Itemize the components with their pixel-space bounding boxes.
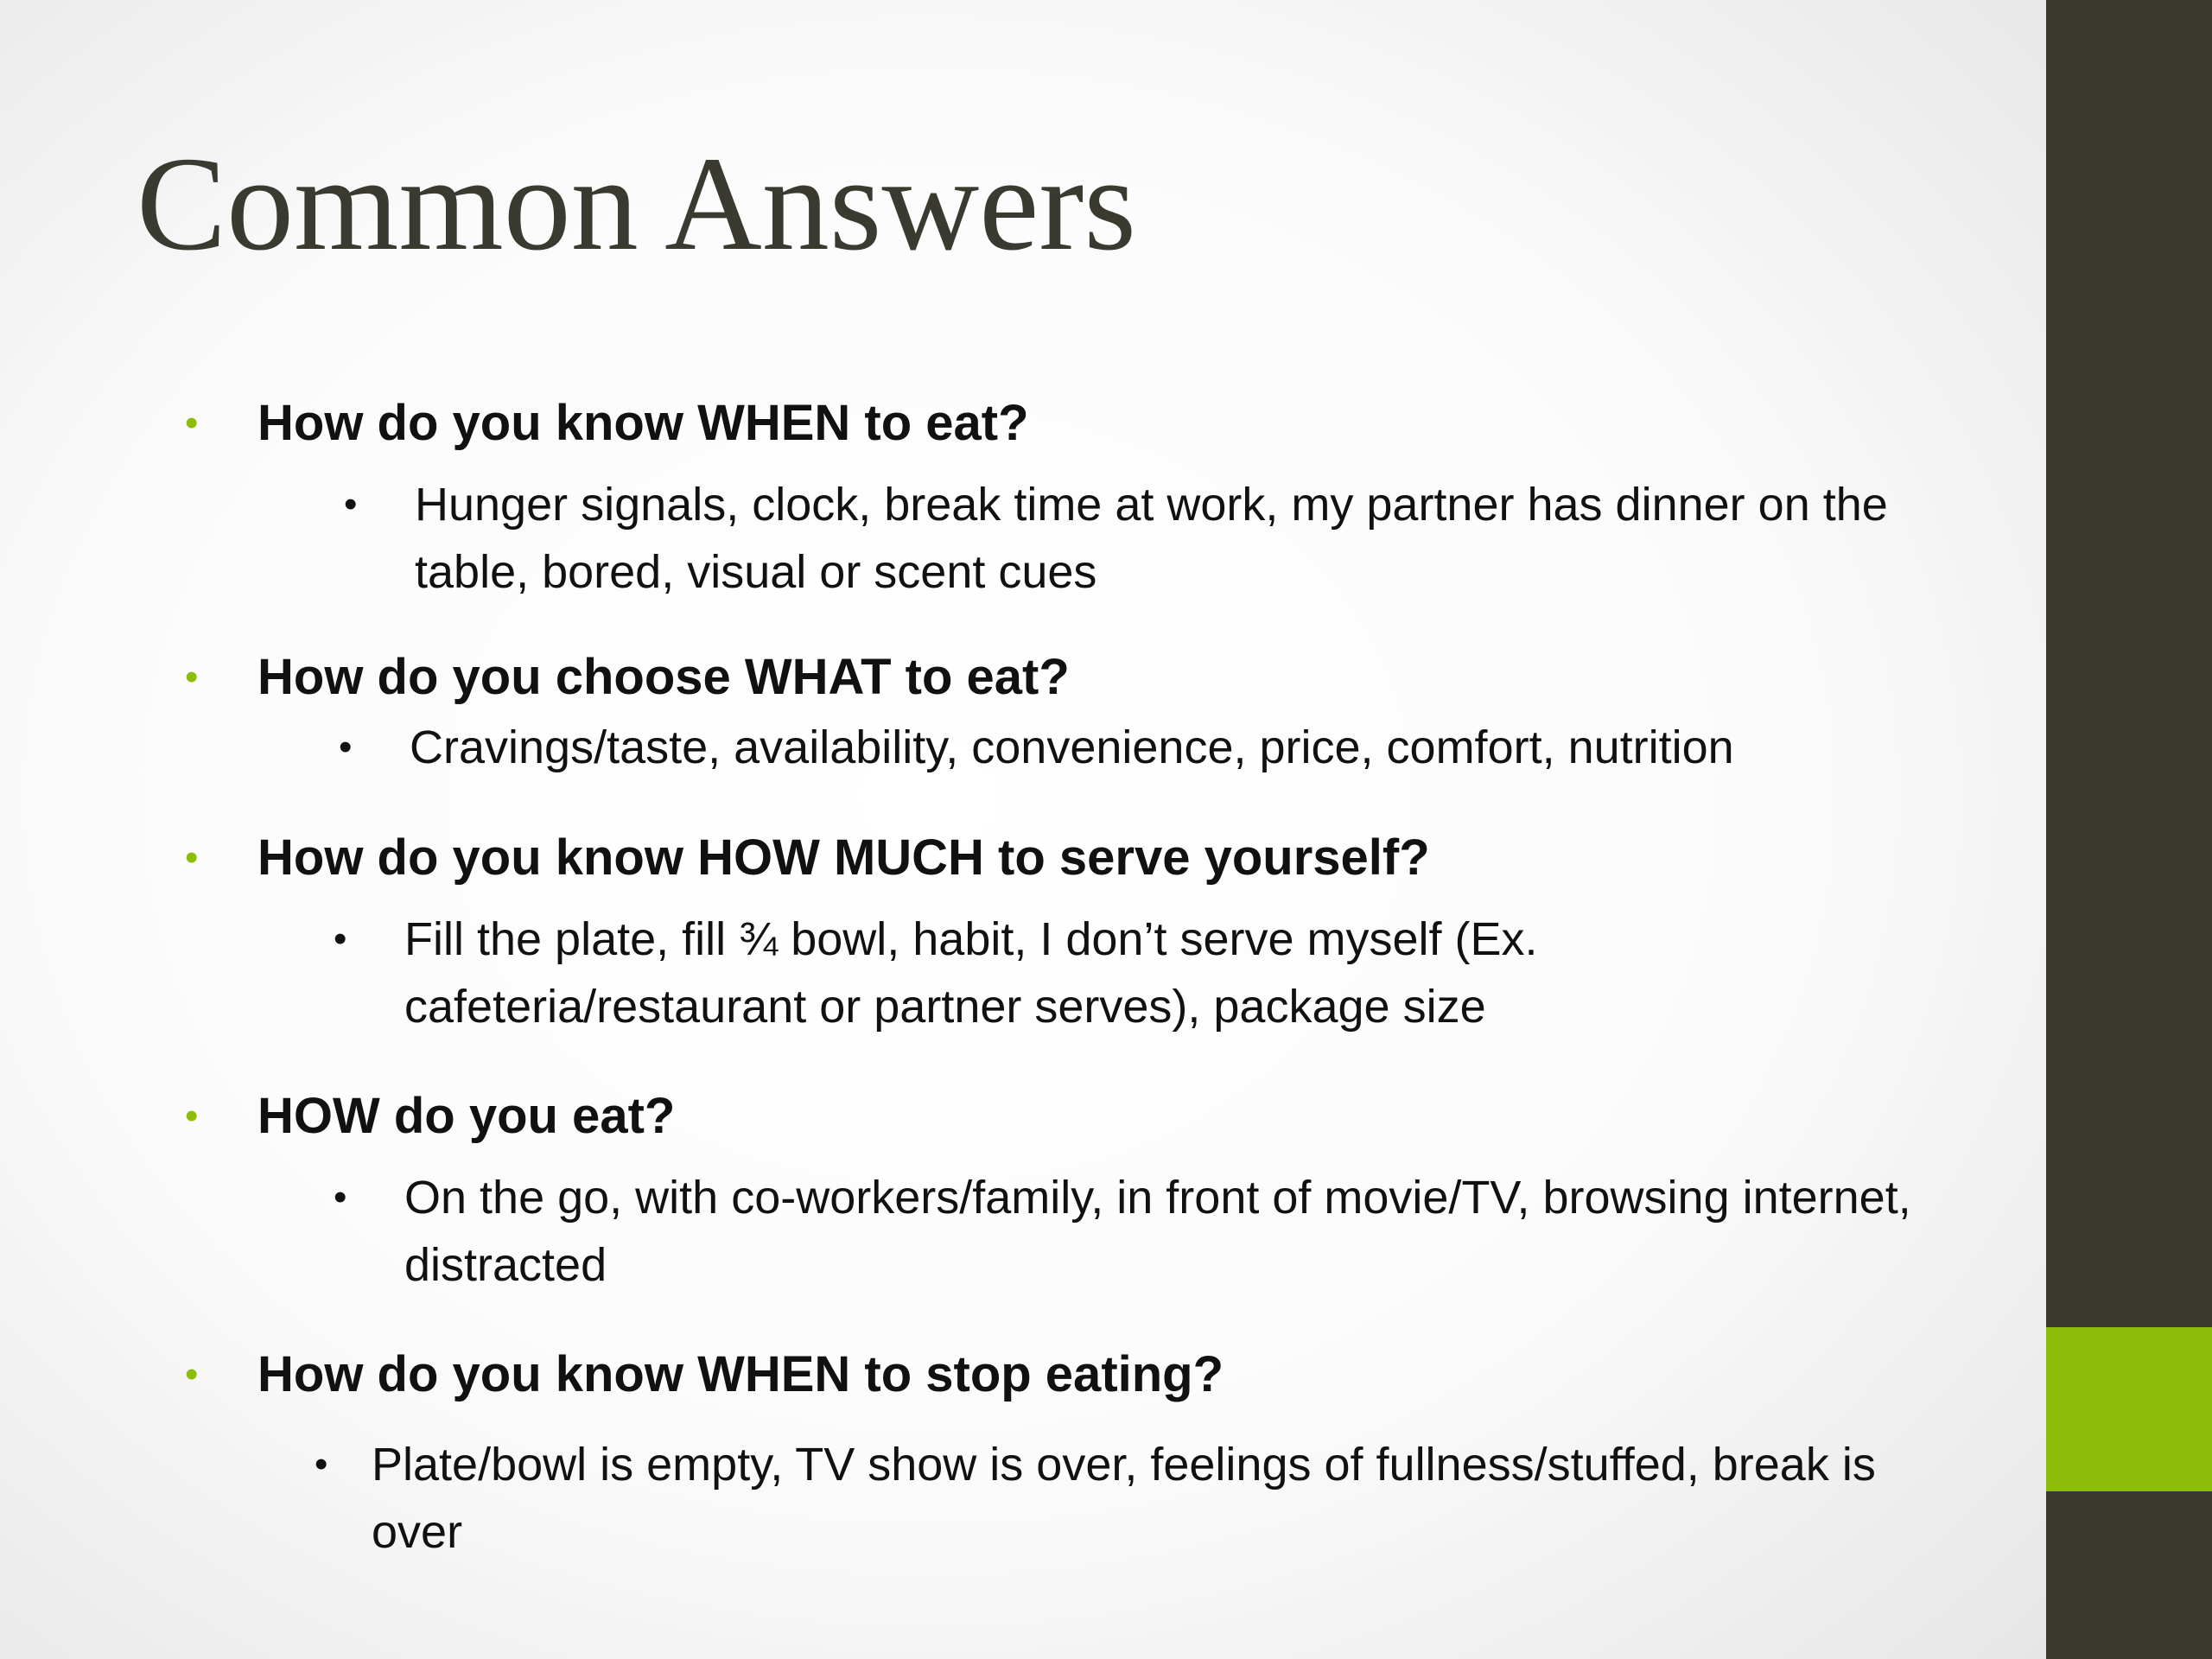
sub-bullet-icon: • <box>334 918 347 960</box>
answer-what-to-eat: Cravings/taste, availability, convenience, price, comfort, nutrition <box>410 721 1734 773</box>
sub-bullet-icon: • <box>344 483 358 525</box>
sub-bullet-icon: • <box>339 726 353 768</box>
question-when-stop: How do you know WHEN to stop eating? <box>257 1346 1224 1402</box>
green-bullet-icon: • <box>185 656 199 698</box>
green-bullet-icon: • <box>185 1353 199 1395</box>
answer-when-to-eat: Hunger signals, clock, break time at work, my partner has dinner on the table, bored, visual or scent cues <box>415 479 1888 598</box>
green-bullet-icon: • <box>185 402 199 444</box>
question-how-eat: HOW do you eat? <box>257 1088 676 1144</box>
slide-title: Common Answers <box>137 129 1137 278</box>
green-bullet-icon: • <box>185 1095 199 1137</box>
right-accent-block <box>2046 1327 2212 1491</box>
question-what-to-eat: How do you choose WHAT to eat? <box>257 649 1070 705</box>
green-bullet-icon: • <box>185 836 199 879</box>
answer-how-eat: On the go, with co-workers/family, in front of movie/TV, browsing internet, distracted <box>404 1172 1911 1291</box>
question-how-much: How do you know HOW MUCH to serve yourself? <box>257 830 1430 886</box>
sub-bullet-icon: • <box>334 1176 347 1218</box>
answer-when-stop: Plate/bowl is empty, TV show is over, feelings of fullness/stuffed, break is over <box>372 1439 1876 1558</box>
sub-bullet-icon: • <box>315 1443 328 1485</box>
question-when-to-eat: How do you know WHEN to eat? <box>257 395 1029 451</box>
answer-how-much: Fill the plate, fill ¾ bowl, habit, I don’t serve myself (Ex. cafeteria/restaurant or partner serves), package size <box>404 913 1538 1033</box>
